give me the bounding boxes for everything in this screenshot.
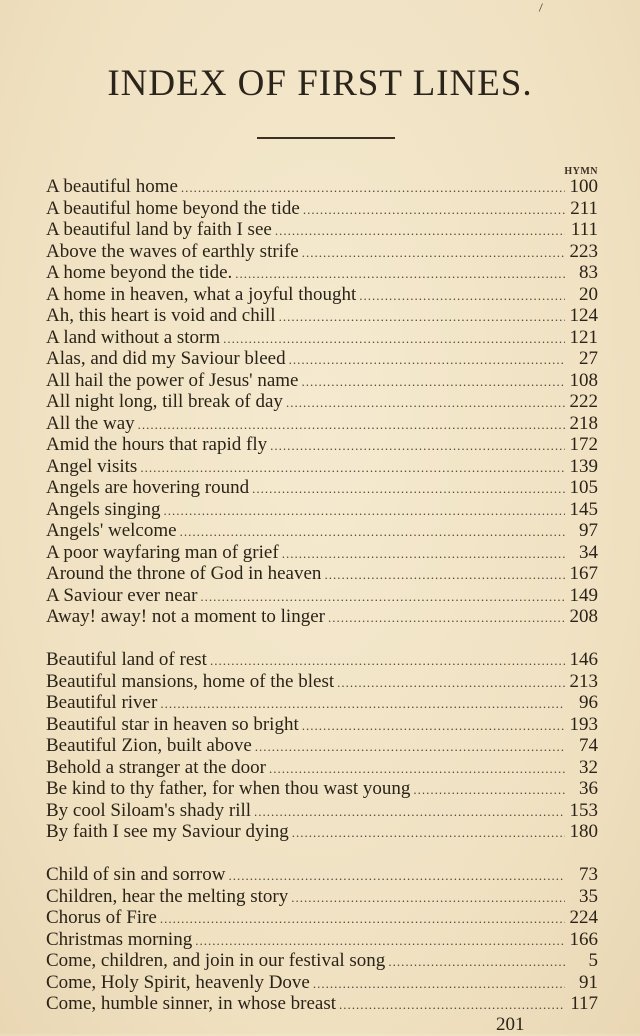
index-entry [46,391,598,413]
group-separator [46,628,598,650]
dot-leader [302,715,565,736]
hymn-number: 124 [569,305,598,326]
group-separator [46,843,598,865]
page-title: INDEX OF FIRST LINES. [107,63,533,104]
first-line-text: Around the throne of God in heaven [46,563,322,584]
index-entry [46,692,598,714]
hymn-number: 222 [569,391,598,412]
hymn-number: 96 [579,692,598,713]
dot-leader [388,951,565,972]
hymn-number: 167 [569,563,598,584]
first-line-text: Beautiful mansions, home of the blest [46,670,335,692]
hymn-number: 224 [569,907,598,928]
index-entry [46,284,598,306]
dot-leader [279,306,565,327]
index-entry [46,198,598,220]
hymn-number: 20 [579,283,598,305]
index-entry [46,348,598,370]
first-line-text: A beautiful land by faith I see [46,219,272,240]
dot-leader [301,371,565,392]
index-entry [46,606,598,628]
index-entry [46,413,598,435]
hymn-number: 97 [579,520,598,541]
dot-leader [164,500,565,521]
first-line-text: Amid the hours that rapid fly [46,434,268,455]
dot-leader [324,564,565,585]
first-line-text: Come, Holy Spirit, heavenly Dove [46,971,310,993]
hymn-number: 149 [569,584,598,606]
hymn-number: 180 [569,821,598,842]
first-line-text: Angel visits [46,455,138,477]
index-entry [46,972,598,994]
hymn-number: 193 [569,713,598,735]
first-line-text: A home in heaven, what a joyful thought [46,283,357,305]
ink-mark: \ [535,2,546,14]
index-entry [46,305,598,327]
index-entry [46,735,598,757]
dot-leader [195,930,565,951]
index-entry [46,176,598,198]
dot-leader [235,263,565,284]
hymn-number: 36 [579,778,598,799]
dot-leader [228,865,565,886]
hymn-number: 105 [569,477,598,498]
index-entry [46,757,598,779]
hymn-number: 145 [569,498,598,520]
index-entry [46,563,598,585]
first-line-text: Above the waves of earthly strife [46,240,299,262]
dot-leader [252,478,565,499]
index-entry [46,993,598,1015]
hymn-number: 34 [579,541,598,563]
first-line-text: Alas, and did my Saviour bleed [46,348,286,369]
index-entry [46,714,598,736]
index-entry [46,499,598,521]
first-line-text: Chorus of Fire [46,907,157,928]
index-entry [46,434,598,456]
first-line-text: Away! away! not a moment to linger [46,606,325,627]
index-entry [46,649,598,671]
index-entry [46,671,598,693]
dot-leader [359,285,565,306]
hymn-number: 153 [569,799,598,821]
index-entry [46,219,598,241]
dot-leader [413,779,565,800]
hymn-number: 108 [569,369,598,391]
hymn-number: 83 [579,262,598,283]
first-line-text: A Saviour ever near [46,584,198,606]
first-line-text: Ah, this heart is void and chill [46,305,276,326]
dot-leader [339,994,565,1015]
dot-leader [138,414,565,435]
first-line-text: All the way [46,412,135,434]
dot-leader [181,177,565,198]
dot-leader [255,736,565,757]
hymn-number: 5 [588,950,598,971]
index-entry [46,585,598,607]
index-entry [46,907,598,929]
dot-leader [180,521,565,542]
first-line-text: A beautiful home [46,176,178,197]
hymn-number: 146 [569,649,598,670]
page-number: 201 [496,1014,525,1035]
hymn-number: 32 [579,756,598,778]
first-line-text: A poor wayfaring man of grief [46,541,279,563]
index-entry [46,800,598,822]
first-line-text: Come, humble sinner, in whose breast [46,993,336,1014]
hymn-number: 208 [569,606,598,627]
first-line-text: A home beyond the tide. [46,262,233,283]
hymn-number: 91 [579,971,598,993]
dot-leader [289,349,565,370]
first-line-text: Behold a stranger at the door [46,756,267,778]
dot-leader [210,650,565,671]
hymn-number: 73 [579,864,598,885]
hymn-number: 213 [569,670,598,692]
dot-leader [303,199,565,220]
dot-leader [313,973,565,994]
first-line-text: Child of sin and sorrow [46,864,226,885]
hymn-number: 100 [569,176,598,197]
index-entry [46,241,598,263]
index-entry [46,477,598,499]
hymn-number: 218 [569,412,598,434]
dot-leader [282,543,565,564]
hymn-number: 111 [570,219,598,240]
hymn-number: 74 [579,735,598,756]
first-line-text: Beautiful star in heaven so bright [46,713,299,735]
index-entry [46,456,598,478]
first-line-text: Beautiful Zion, built above [46,735,252,756]
index-entry [46,821,598,843]
dot-leader [254,801,565,822]
index-entry [46,864,598,886]
index-entry [46,929,598,951]
title-rule [257,137,395,139]
dot-leader [292,822,565,843]
dot-leader [269,758,565,779]
first-line-text: All hail the power of Jesus' name [46,369,299,391]
dot-leader [160,908,565,929]
first-line-text: All night long, till break of day [46,391,283,412]
dot-leader [291,887,565,908]
first-line-text: Be kind to thy father, for when thou wast young [46,778,411,799]
first-line-text: Children, hear the melting story [46,885,289,907]
hymn-number: 121 [569,326,598,348]
dot-leader [302,242,565,263]
first-lines-index [46,176,598,1015]
hymn-number: 27 [579,348,598,369]
index-entry [46,778,598,800]
dot-leader [328,607,565,628]
index-entry [46,262,598,284]
hymn-number: 211 [570,197,598,219]
index-entry [46,327,598,349]
hymn-number: 172 [569,434,598,455]
first-line-text: By cool Siloam's shady rill [46,799,252,821]
first-line-text: Angels' welcome [46,520,177,541]
first-line-text: Angels singing [46,498,161,520]
hymn-number: 35 [579,885,598,907]
hymn-number: 166 [569,928,598,950]
dot-leader [160,693,565,714]
hymn-number: 223 [569,240,598,262]
index-entry [46,950,598,972]
dot-leader [200,586,565,607]
first-line-text: By faith I see my Saviour dying [46,821,289,842]
index-entry [46,542,598,564]
dot-leader [275,220,565,241]
dot-leader [286,392,565,413]
first-line-text: Beautiful river [46,692,158,713]
index-entry [46,520,598,542]
hymn-number: 117 [570,993,598,1014]
index-entry [46,886,598,908]
first-line-text: Christmas morning [46,928,193,950]
hymn-number: 139 [569,455,598,477]
first-line-text: A beautiful home beyond the tide [46,197,300,219]
hymn-column-label: HYMN [564,166,598,177]
first-line-text: Come, children, and join in our festival song [46,950,386,971]
dot-leader [337,672,565,693]
first-line-text: A land without a storm [46,326,221,348]
dot-leader [223,328,565,349]
index-entry [46,370,598,392]
dot-leader [270,435,565,456]
first-line-text: Beautiful land of rest [46,649,207,670]
dot-leader [140,457,565,478]
first-line-text: Angels are hovering round [46,477,250,498]
